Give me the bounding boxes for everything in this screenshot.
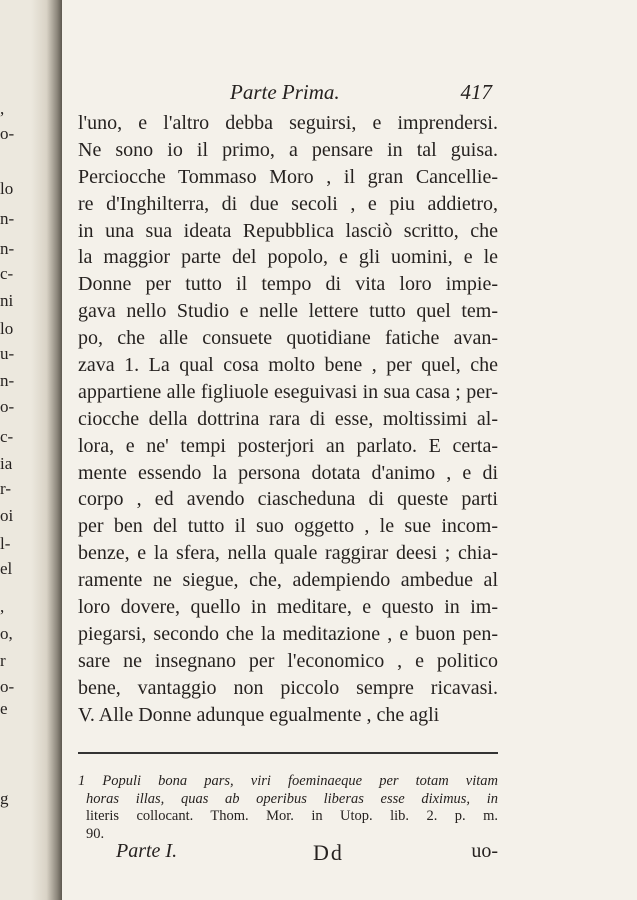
- text-line: ciocche della dottrina rara di esse, moltissimi al-: [78, 407, 498, 430]
- margin-fragment: n-: [0, 371, 15, 390]
- text-line: corpo , ed avendo ciascheduna di queste parti: [78, 488, 498, 511]
- footnote-line: literis collocant. Thom. Mor. in Utop. lib. 2. p. m.: [86, 808, 498, 824]
- text-line: V. Alle Donne adunque egualmente , che agli: [78, 703, 440, 726]
- margin-fragment: r-: [0, 479, 11, 498]
- margin-fragment: n-: [0, 239, 15, 258]
- margin-fragment: r: [0, 651, 6, 670]
- page-footer: [78, 840, 498, 870]
- text-line: la maggior parte del popolo, e gli uomini, e le: [78, 246, 498, 269]
- text-line: Donne per tutto il tempo di vita loro impie-: [78, 273, 498, 296]
- margin-fragment: o-: [0, 397, 15, 416]
- page-number: 417: [460, 80, 492, 104]
- margin-fragment: ,: [0, 597, 5, 616]
- text-line: mente essendo la persona dotata d'animo , e di: [78, 461, 498, 484]
- margin-fragment: o,: [0, 624, 13, 643]
- catchword: uo-: [471, 840, 498, 862]
- text-line: loro dovere, quello in meditare, e questo in im-: [78, 596, 498, 619]
- margin-fragment: o-: [0, 124, 15, 143]
- text-line: lora, e ne' tempi posterjori an parlato. E certa-: [78, 434, 498, 457]
- footnote-line: 1 Populi bona pars, viri foeminaeque per totam vitam: [78, 773, 498, 789]
- text-line: gava nello Studio e nelle lettere tutto quel tem-: [78, 300, 498, 323]
- margin-fragment: lo: [0, 179, 14, 198]
- text-line: bene, vantaggio non piccolo sempre ricavasi.: [78, 676, 498, 699]
- text-line: re d'Inghilterra, di due secoli , e piu addietro,: [78, 192, 498, 215]
- margin-fragment: el: [0, 559, 13, 578]
- footnote-rule: [78, 752, 498, 754]
- text-line: benze, e la sfera, nella quale raggirar deesi ; chia-: [78, 542, 498, 565]
- sheet-mark: Dd: [313, 840, 344, 865]
- text-line: zava 1. La qual cosa molto bene , per quel, che: [78, 354, 498, 377]
- text-line: appartiene alle figliuole eseguivasi in sua casa ; per-: [78, 380, 498, 403]
- text-line: po, che alle consuete quotidiane fatiche avan-: [78, 327, 498, 350]
- margin-fragment: n-: [0, 209, 15, 228]
- margin-fragment: c-: [0, 427, 14, 446]
- margin-fragment: u-: [0, 344, 15, 363]
- signature-mark: Parte I.: [116, 840, 178, 862]
- running-title: Parte Prima.: [230, 80, 340, 104]
- margin-fragment: c-: [0, 264, 14, 283]
- page-header: [230, 80, 492, 108]
- text-body: [78, 110, 498, 728]
- text-line: in una sua ideata Repubblica lasciò scritto, che: [78, 219, 498, 242]
- footnote-line: 90.: [86, 825, 105, 842]
- margin-fragment: l-: [0, 534, 11, 553]
- text-line: sare ne insegnano per l'economico , e politico: [78, 649, 498, 672]
- margin-fragment: ia: [0, 454, 13, 473]
- text-line: Perciocche Tommaso Moro , il gran Cancellie-: [78, 165, 498, 188]
- text-line: l'uno, e l'altro debba seguirsi, e imprendersi.: [78, 112, 498, 134]
- text-line: piegarsi, secondo che la meditazione , e buon pen-: [78, 622, 498, 645]
- footnote-line: horas illas, quas ab operibus liberas esse diximus, in: [86, 790, 498, 807]
- footnote: [78, 773, 498, 843]
- margin-fragment: lo: [0, 319, 14, 338]
- text-line: ramente ne siegue, che, adempiendo ambedue al: [78, 569, 498, 592]
- margin-fragment: e: [0, 699, 8, 718]
- margin-fragment: ,: [0, 99, 5, 118]
- margin-fragment: g: [0, 789, 9, 808]
- text-line: Ne sono io il primo, a pensare in tal guisa.: [78, 138, 498, 161]
- margin-fragment: ni: [0, 291, 14, 310]
- text-line: per ben del tutto il suo oggetto , le sue incom-: [78, 515, 498, 538]
- margin-fragment: o-: [0, 677, 15, 696]
- margin-fragment: oi: [0, 506, 14, 525]
